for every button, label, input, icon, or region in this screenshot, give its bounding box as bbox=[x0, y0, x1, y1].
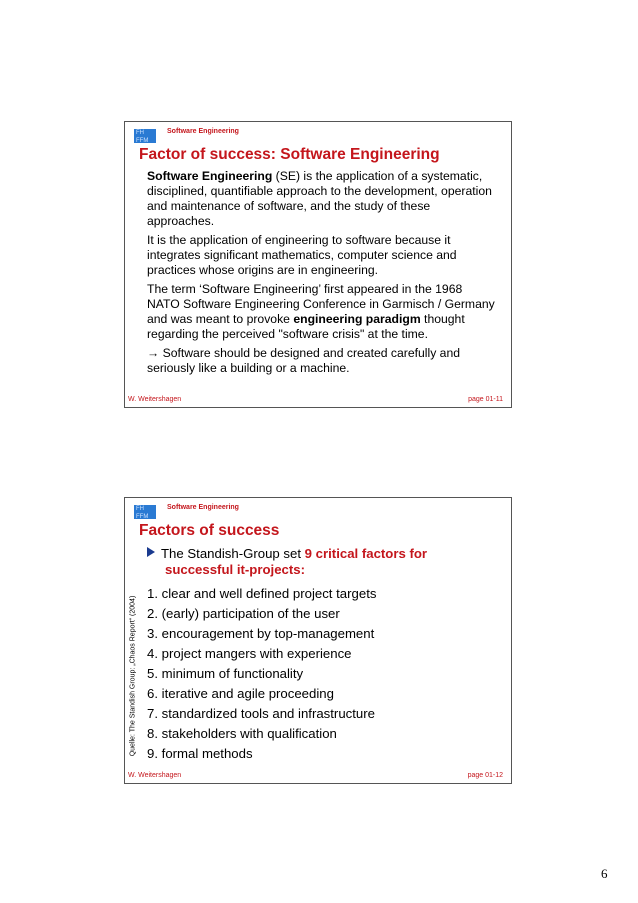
triangle-bullet-icon bbox=[147, 547, 155, 557]
intro-bullet bbox=[147, 546, 467, 578]
footer-page: page 01-12 bbox=[467, 772, 503, 779]
paragraph-definition bbox=[147, 169, 497, 229]
history-text-b: thought regarding the perceived "software crisis" at the time. bbox=[147, 312, 465, 341]
intro-highlight-1: 9 critical factors for bbox=[304, 546, 428, 561]
slide-header: Software Engineering bbox=[167, 504, 239, 511]
source-text: Quelle: The Standish Group: „Chaos Report“ (2004) bbox=[129, 595, 137, 756]
paragraph-conclusion: → Software should be designed and created carefully and seriously like a building or a machine. bbox=[147, 346, 461, 375]
list-item: 8. stakeholders with qualification bbox=[147, 726, 337, 741]
footer-author: W. Weitershagen bbox=[128, 396, 182, 403]
list-item: 2. (early) participation of the user bbox=[147, 606, 340, 621]
fh-ffm-logo bbox=[134, 505, 156, 519]
list-item: 7. standardized tools and infrastructure bbox=[147, 706, 375, 721]
slide-title: Factor of success: Software Engineering bbox=[139, 146, 440, 163]
slide-title: Factors of success bbox=[139, 522, 280, 539]
list-item: 4. project mangers with experience bbox=[147, 646, 352, 661]
slide-1 bbox=[124, 121, 512, 408]
history-text-a: The term ‘Software Engineering’ first appeared in the 1968 NATO Software Engineering Conference in Garmisch / Germany and was meant to provoke bbox=[147, 282, 495, 326]
slide-header: Software Engineering bbox=[167, 128, 239, 135]
list-item: 9. formal methods bbox=[147, 746, 253, 761]
paragraph-history bbox=[147, 282, 497, 342]
logo-text: FH FFM bbox=[136, 506, 149, 520]
definition-text: (SE) is the application of a systematic, disciplined, quantifiable approach to the development, operation and maintenance of software, and the study of these approaches. bbox=[147, 169, 492, 228]
source-citation bbox=[127, 594, 139, 757]
list-item: 3. encouragement by top-management bbox=[147, 626, 375, 641]
slide-2 bbox=[124, 497, 512, 784]
list-item: 6. iterative and agile proceeding bbox=[147, 686, 334, 701]
intro-text: The Standish-Group set bbox=[161, 546, 305, 561]
list-item: 5. minimum of functionality bbox=[147, 666, 304, 681]
factors-list bbox=[147, 584, 376, 764]
paradigm-bold: engineering paradigm bbox=[293, 312, 421, 326]
intro-highlight-2: successful it-projects: bbox=[165, 562, 305, 577]
paragraph-engineering: It is the application of engineering to software because it integrates significant mathematics, computer science and practices whose origins are in engineering. bbox=[147, 233, 457, 277]
footer-author: W. Weitershagen bbox=[128, 772, 182, 779]
term-bold: Software Engineering bbox=[147, 169, 273, 183]
list-item: 1. clear and well defined project targets bbox=[147, 586, 377, 601]
page-number: 6 bbox=[601, 866, 608, 881]
footer-page: page 01-11 bbox=[468, 396, 503, 403]
logo-text: FH FFM bbox=[136, 130, 149, 144]
slide-body bbox=[147, 169, 497, 380]
fh-ffm-logo bbox=[134, 129, 156, 143]
